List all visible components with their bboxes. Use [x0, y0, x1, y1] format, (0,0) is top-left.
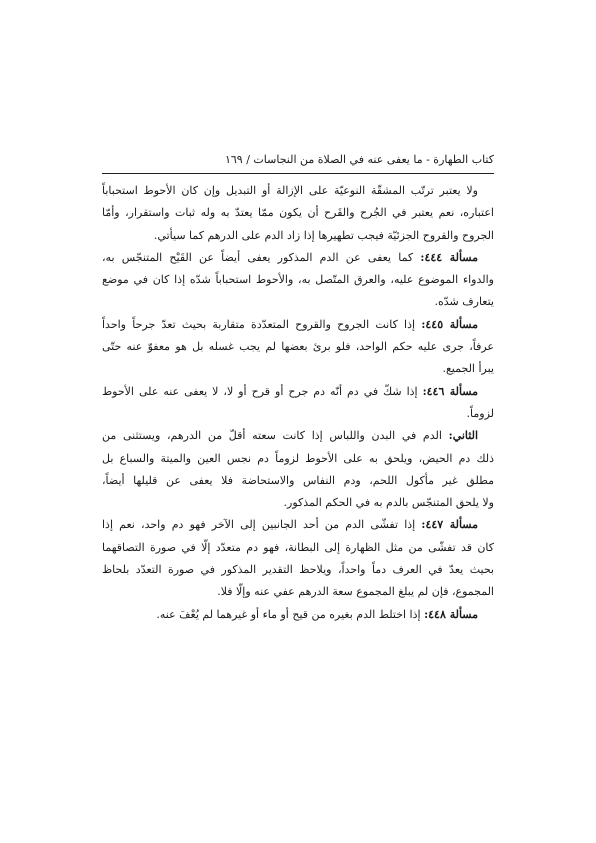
- paragraph-continuation: [102, 180, 494, 247]
- text-line: المجموع، فإن لم يبلغ المجموع سعة الدرهم عفي عنه وإلّا فلا.: [217, 585, 494, 599]
- text-line: كان قد تفشّى من مثل الظهارة إلى البطانة، فهو دم متعدّد إلّا في صورة التصاقهما: [102, 540, 494, 554]
- running-header: [102, 152, 494, 168]
- text-line: مطلق غير مأكول اللحم، ودم النفاس والاستحاضة فلا يعفى عن قليلها أيضاً،: [102, 473, 494, 487]
- text-line: الجروح والقروح الجزئيّة فيجب تطهيرها إذا زاد الدم على الدرهم كما سيأتي.: [153, 228, 494, 242]
- issue-number: مسألة ٤٤٨:: [424, 607, 478, 621]
- issue-number: مسألة ٤٤٤:: [420, 250, 479, 264]
- issue-number: مسألة ٤٤٦:: [422, 384, 478, 398]
- text-line: عرفاً، جرى عليه حكم الواحد، فلو برئ بعضها لم يجب غسله بل هو معفوّ عنه حتّى: [102, 340, 494, 354]
- text-line: لزوماً.: [466, 406, 494, 420]
- text-line: والدواء الموضوع عليه، والعرق المتّصل به، والأحوط استحباباً شدّه إذا كان في موضع: [102, 273, 494, 287]
- text-line: [102, 604, 494, 626]
- text-line: ذلك دم الحيض، ويلحق به على الأحوط لزوماً دم نجس العين والميتة والسباع بل: [102, 451, 494, 465]
- header-separator: /: [246, 153, 250, 166]
- text-line: [102, 514, 494, 536]
- text-line: ولا يلحق المتنجّس بالدم به في الحكم المذكور.: [283, 496, 494, 510]
- issue-text: إذا اختلط الدم بغيره من قيح أو ماء أو غيرهما لم يُعْفَ عنه.: [156, 607, 421, 621]
- text-line: اعتباره، نعم يعتبر في الجُرح والقَرح أن يكون ممّا يعتدّ به وله ثبات واستقرار، وأمّا: [102, 206, 494, 220]
- text-line: ولا يعتبر ترتّب المشقّة النوعيّة على الإزالة أو التبديل وإن كان الأحوط استحباباً: [102, 184, 478, 197]
- body-text: [102, 180, 494, 626]
- section-term: الثاني:: [448, 429, 479, 443]
- issue-446: [102, 381, 494, 426]
- text-line: [102, 314, 494, 336]
- header-title: كتاب الطهارة - ما يعفى عنه في الصلاة من النجاسات: [253, 153, 494, 166]
- issue-text: إذا كانت الجروح والقروح المتعدّدة متقاربة بحيث تعدّ جرحاً واحداً: [102, 317, 416, 331]
- issue-number: مسألة ٤٤٥:: [421, 317, 479, 331]
- page-number: ١٦٩: [224, 153, 243, 166]
- text-line: يبرأ الجميع.: [442, 362, 494, 376]
- issue-number: مسألة ٤٤٧:: [421, 518, 478, 532]
- issue-447: [102, 514, 494, 603]
- issue-text: إذا تفشّى الدم من أحد الجانبين إلى الآخر فهو دم واحد، نعم إذا: [102, 518, 416, 532]
- text-line: [102, 247, 494, 269]
- issue-text: إذا شكّ في دم أنّه دم جرح أو قرح أو لا، لا يعفى عنه على الأحوط: [102, 384, 418, 398]
- issue-448: [102, 604, 494, 626]
- issue-445: [102, 314, 494, 381]
- issue-444: [102, 247, 494, 314]
- text-line: يتعارف شدّه.: [434, 295, 494, 309]
- header-rule: [102, 173, 494, 174]
- section-text: الدم في البدن واللباس إذا كانت سعته أقلّ من الدرهم، ويستثنى من: [102, 429, 442, 443]
- issue-text: كما يعفى عن الدم المذكور يعفى أيضاً عن القَيْح المتنجّس به،: [102, 250, 414, 264]
- text-line: [102, 381, 494, 403]
- text-line: بحيث يعدّ في العرف دماً واحداً، ويلاحظ التقدير المذكور في صورة التعدّد بلحاظ: [102, 563, 494, 577]
- second-category: [102, 425, 494, 514]
- text-line: [102, 425, 494, 447]
